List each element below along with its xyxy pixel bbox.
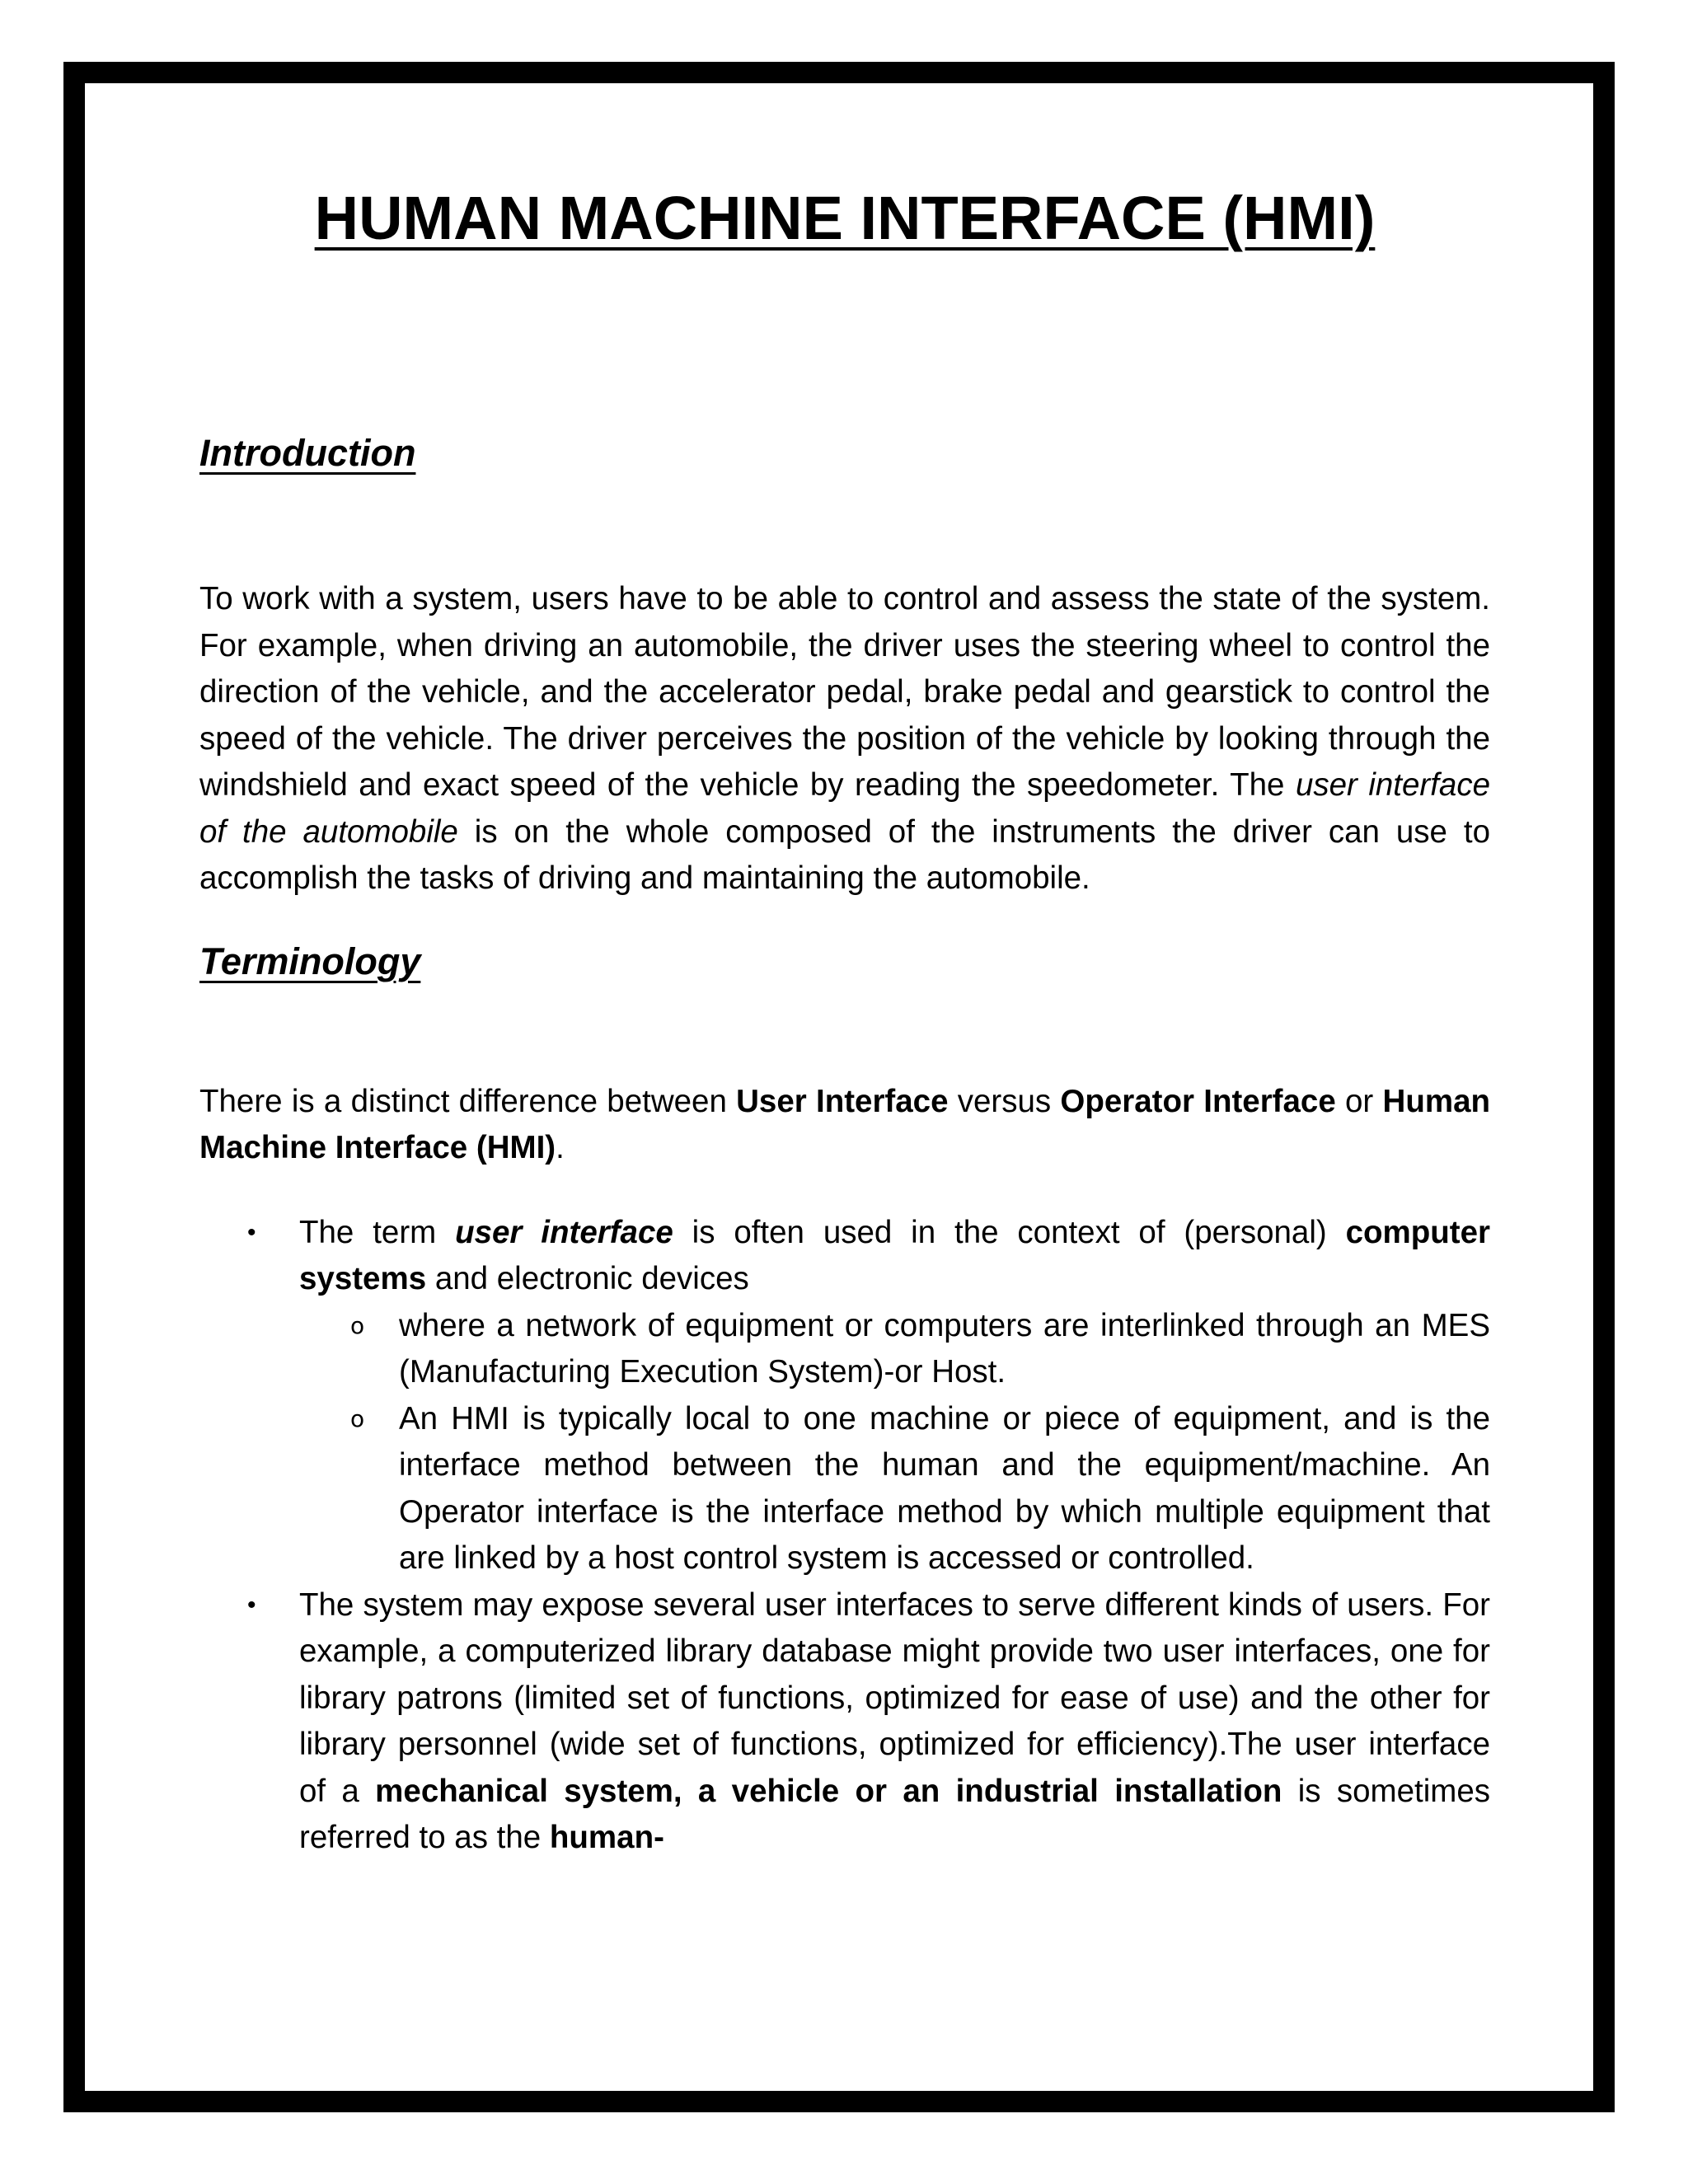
terminology-heading: Terminology xyxy=(199,940,421,982)
page-title: HUMAN MACHINE INTERFACE (HMI) xyxy=(314,184,1376,252)
bullet2-bold-1: mechanical system, a vehicle or an industrial installation xyxy=(375,1773,1282,1809)
terminology-intro xyxy=(199,1079,1490,1172)
bullet1-bold: computer systems xyxy=(299,1214,1491,1296)
sub-list-item xyxy=(299,1303,1490,1396)
bullet-icon: • xyxy=(247,1218,256,1246)
bullet1-text-1: The term xyxy=(299,1214,456,1250)
circle-bullet-icon: o xyxy=(350,1311,365,1339)
term-text-2: versus xyxy=(948,1083,1061,1119)
intro-italic: user interface of the automobile xyxy=(199,767,1490,850)
sub-list-item xyxy=(299,1396,1490,1582)
sub-item-2-text: An HMI is typically local to one machine or piece of equipment, and is the interface method between the human and the equipment/machine. An Operator interface is the interface method by which multiple equipment that are linked by a host control system is accessed or controlled. xyxy=(399,1400,1490,1576)
term-text-4: . xyxy=(556,1130,565,1165)
sub-list xyxy=(299,1303,1490,1582)
introduction-paragraph xyxy=(199,576,1490,902)
term-bold-2: Operator Interface xyxy=(1060,1083,1336,1119)
bullet2-bold-2: human- xyxy=(549,1820,664,1855)
list-item xyxy=(199,1582,1490,1862)
term-text-1: There is a distinct difference between xyxy=(199,1083,737,1119)
terminology-list xyxy=(199,1210,1490,1862)
sub-item-1-text: where a network of equipment or computers are interlinked through an MES (Manufacturing Execution System)-or Host. xyxy=(399,1307,1490,1390)
circle-bullet-icon: o xyxy=(350,1404,365,1432)
bullet2-text-2: is sometimes referred to as the xyxy=(299,1773,1490,1855)
bullet1-text-2: is often used in the context of (personal) xyxy=(673,1214,1346,1250)
bullet-icon: • xyxy=(247,1591,256,1619)
document-body xyxy=(199,173,1490,1862)
list-item xyxy=(199,1210,1490,1582)
introduction-heading: Introduction xyxy=(199,432,416,474)
bullet1-bold-italic: user interface xyxy=(455,1214,673,1250)
term-text-3: or xyxy=(1335,1083,1383,1119)
bullet1-text-3: and electronic devices xyxy=(426,1261,749,1296)
bullet2-text-1: The system may expose several user interfaces to serve different kinds of users. For example, a computerized library database might provide two user interfaces, one for library patrons (limited set of functions, optimized for ease of use) and the other for library personnel (wide set of functions, optimized for efficiency).The user interface of a xyxy=(299,1586,1490,1809)
term-bold-1: User Interface xyxy=(736,1083,949,1119)
term-bold-3: Human Machine Interface (HMI) xyxy=(199,1083,1490,1165)
intro-text-1: To work with a system, users have to be able to control and assess the state of the system. For example, when driving an automobile, the driver uses the steering wheel to control the direction of the vehicle, and the accelerator pedal, brake pedal and gearstick to control the speed of the vehicle. The driver perceives the position of the vehicle by looking through the windshield and exact speed of the vehicle by reading the speedometer. The xyxy=(199,581,1490,803)
intro-text-2: is on the whole composed of the instruments the driver can use to accomplish the tasks of driving and maintaining the automobile. xyxy=(199,813,1490,896)
